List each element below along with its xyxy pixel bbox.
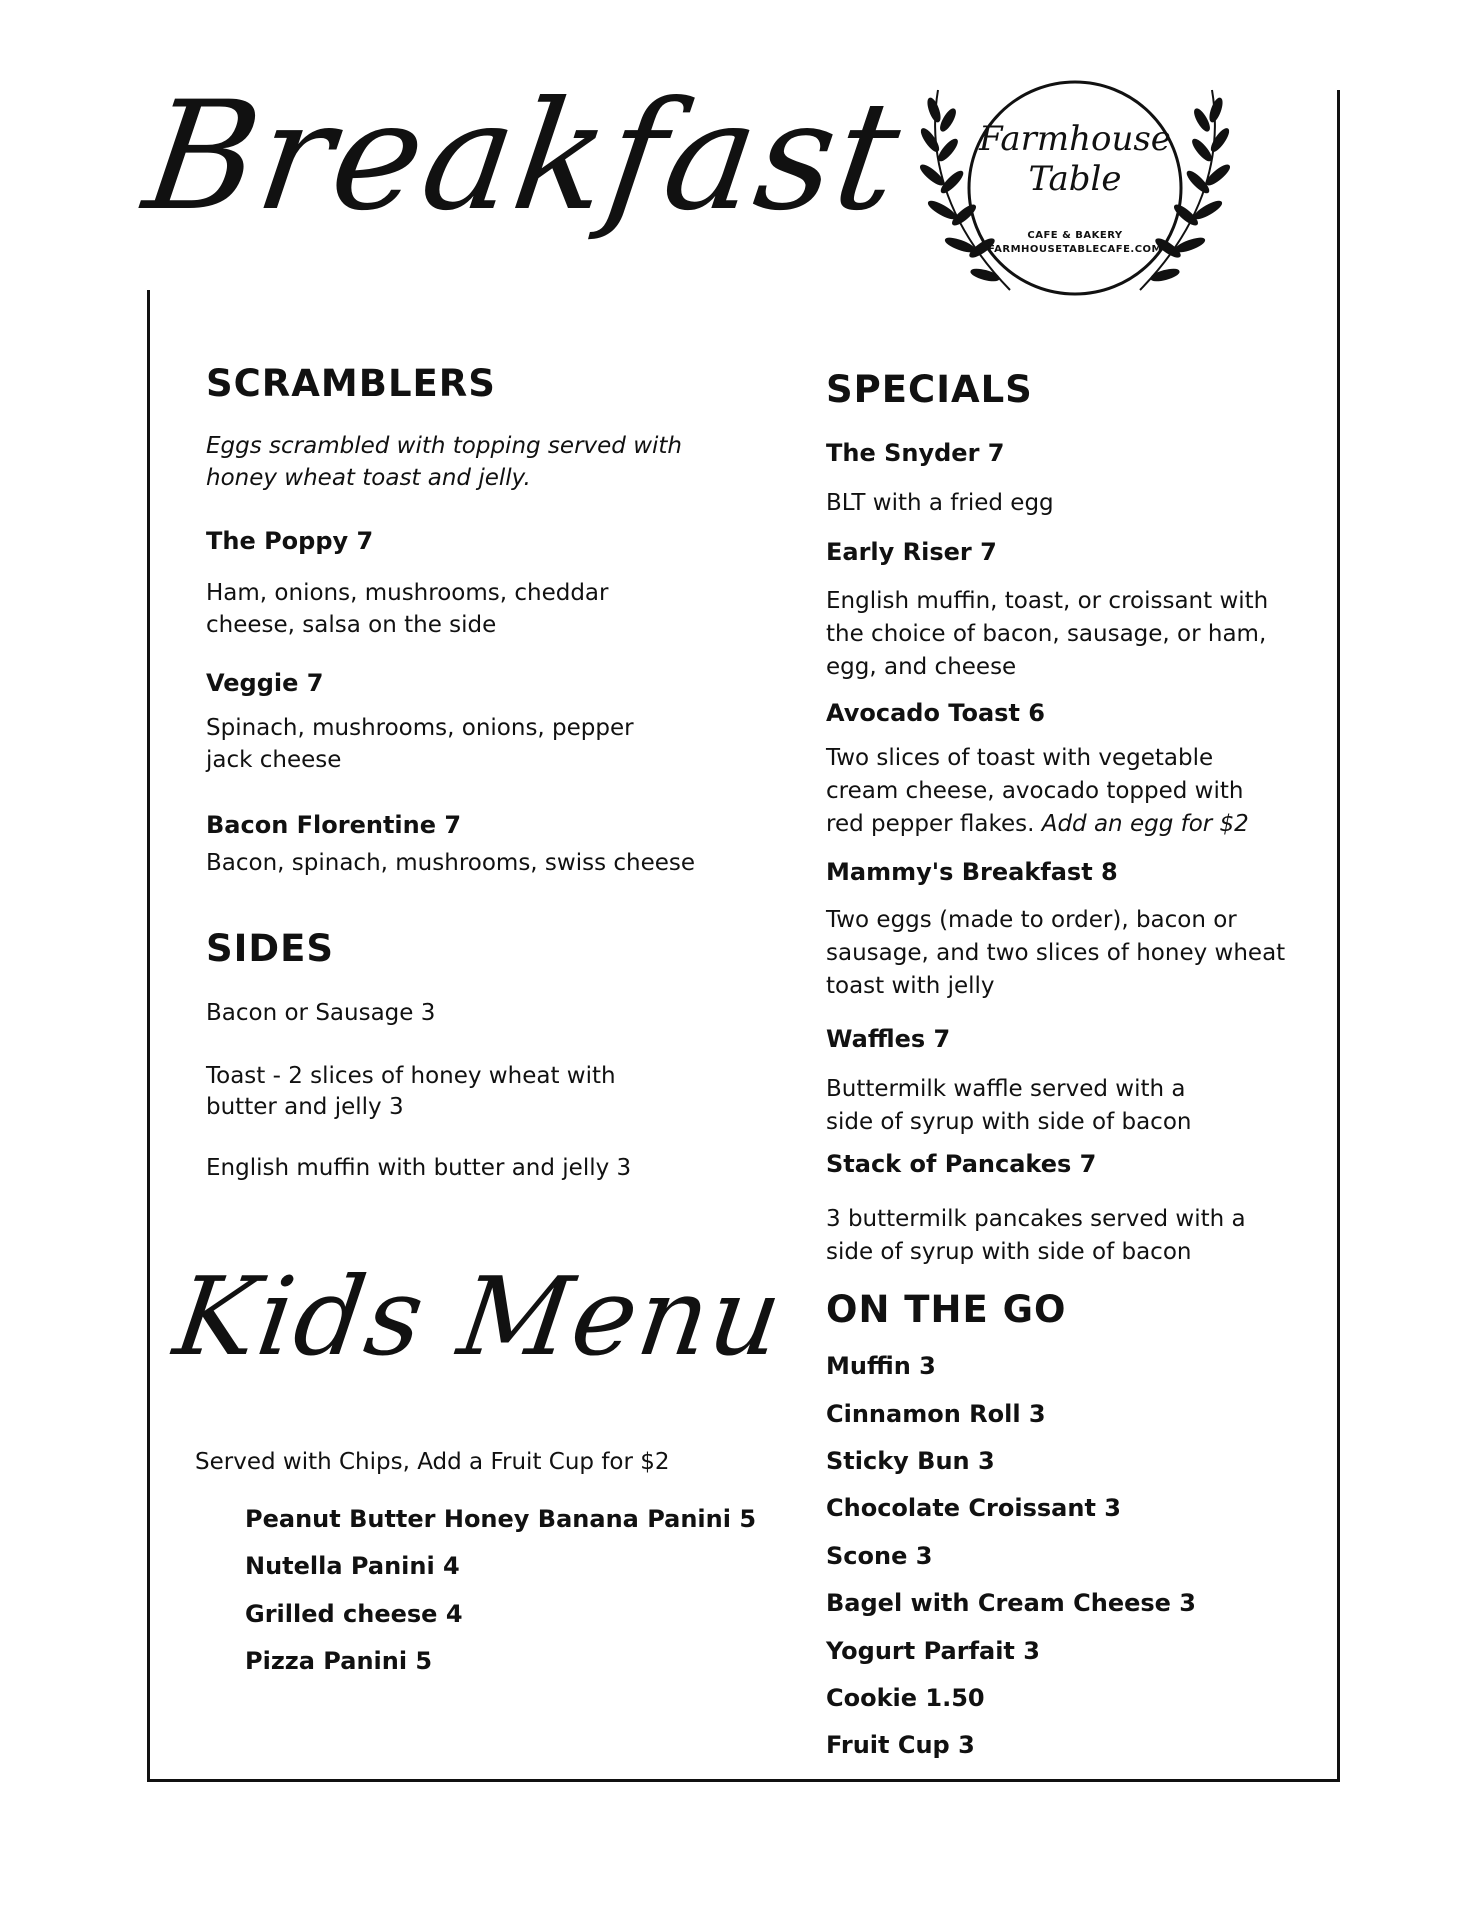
special-item-desc-addon: Add an egg for $2: [1041, 811, 1249, 837]
kids-item: Nutella Panini 4: [245, 1552, 460, 1580]
on-the-go-item: Scone 3: [826, 1542, 933, 1570]
logo-name-line2: Table: [1028, 159, 1122, 199]
on-the-go-item: Fruit Cup 3: [826, 1731, 975, 1759]
side-item: English muffin with butter and jelly 3: [206, 1155, 632, 1181]
specials-heading: SPECIALS: [826, 368, 1033, 411]
special-item-desc: toast with jelly: [826, 973, 995, 999]
scramblers-intro-line1: Eggs scrambled with topping served with: [206, 433, 682, 459]
page-title: Breakfast: [135, 70, 912, 244]
on-the-go-item: Muffin 3: [826, 1352, 936, 1380]
side-item: Bacon or Sausage 3: [206, 1000, 436, 1026]
special-item-desc: Two eggs (made to order), bacon or: [826, 907, 1237, 933]
kids-menu-title: Kids Menu: [167, 1255, 791, 1380]
logo-tagline: CAFE & BAKERY: [1027, 230, 1123, 241]
on-the-go-item: Bagel with Cream Cheese 3: [826, 1589, 1196, 1617]
scrambler-item-desc: Bacon, spinach, mushrooms, swiss cheese: [206, 850, 696, 876]
scramblers-heading: SCRAMBLERS: [206, 362, 496, 405]
frame-bottom-border: [147, 1779, 1340, 1782]
sides-heading: SIDES: [206, 927, 335, 970]
special-item-name: Mammy's Breakfast 8: [826, 858, 1118, 886]
side-item: Toast - 2 slices of honey wheat with: [206, 1063, 616, 1089]
special-item-name: Waffles 7: [826, 1025, 951, 1053]
logo-website: FARMHOUSETABLECAFE.COM: [987, 244, 1163, 255]
special-item-desc-plain: red pepper flakes.: [826, 811, 1042, 837]
scrambler-item-name: Veggie 7: [206, 669, 324, 697]
side-item: butter and jelly 3: [206, 1094, 404, 1120]
kids-item: Pizza Panini 5: [245, 1647, 433, 1675]
scrambler-item-desc: Spinach, mushrooms, onions, pepper: [206, 715, 634, 741]
on-the-go-item: Sticky Bun 3: [826, 1447, 995, 1475]
special-item-desc: the choice of bacon, sausage, or ham,: [826, 621, 1267, 647]
special-item-desc: 3 buttermilk pancakes served with a: [826, 1206, 1246, 1232]
logo-name-line1: Farmhouse: [979, 119, 1171, 159]
on-the-go-heading: ON THE GO: [826, 1288, 1067, 1331]
scrambler-item-desc: jack cheese: [206, 747, 342, 773]
special-item-desc: egg, and cheese: [826, 654, 1017, 680]
cafe-logo: [890, 70, 1260, 310]
frame-left-border: [147, 290, 150, 1780]
special-item-name: The Snyder 7: [826, 439, 1005, 467]
special-item-name: Avocado Toast 6: [826, 699, 1045, 727]
scrambler-item-name: Bacon Florentine 7: [206, 811, 462, 839]
on-the-go-item: Chocolate Croissant 3: [826, 1494, 1121, 1522]
on-the-go-item: Cinnamon Roll 3: [826, 1400, 1046, 1428]
kids-menu-note: Served with Chips, Add a Fruit Cup for $2: [195, 1449, 670, 1475]
special-item-desc: Buttermilk waffle served with a: [826, 1076, 1186, 1102]
frame-right-border: [1337, 90, 1340, 1782]
special-item-desc: sausage, and two slices of honey wheat: [826, 940, 1286, 966]
scrambler-item-name: The Poppy 7: [206, 527, 374, 555]
kids-item: Peanut Butter Honey Banana Panini 5: [245, 1505, 757, 1533]
special-item-name: Early Riser 7: [826, 538, 997, 566]
scramblers-intro-line2: honey wheat toast and jelly.: [206, 465, 531, 491]
special-item-desc: side of syrup with side of bacon: [826, 1109, 1192, 1135]
on-the-go-item: Yogurt Parfait 3: [826, 1637, 1040, 1665]
special-item-name: Stack of Pancakes 7: [826, 1150, 1097, 1178]
special-item-desc: [826, 808, 1249, 840]
scrambler-item-desc: cheese, salsa on the side: [206, 612, 497, 638]
special-item-desc: BLT with a fried egg: [826, 490, 1054, 516]
special-item-desc: cream cheese, avocado topped with: [826, 778, 1244, 804]
kids-item: Grilled cheese 4: [245, 1600, 463, 1628]
special-item-desc: English muffin, toast, or croissant with: [826, 588, 1269, 614]
special-item-desc: side of syrup with side of bacon: [826, 1239, 1192, 1265]
scrambler-item-desc: Ham, onions, mushrooms, cheddar: [206, 580, 609, 606]
on-the-go-item: Cookie 1.50: [826, 1684, 985, 1712]
special-item-desc: Two slices of toast with vegetable: [826, 745, 1214, 771]
